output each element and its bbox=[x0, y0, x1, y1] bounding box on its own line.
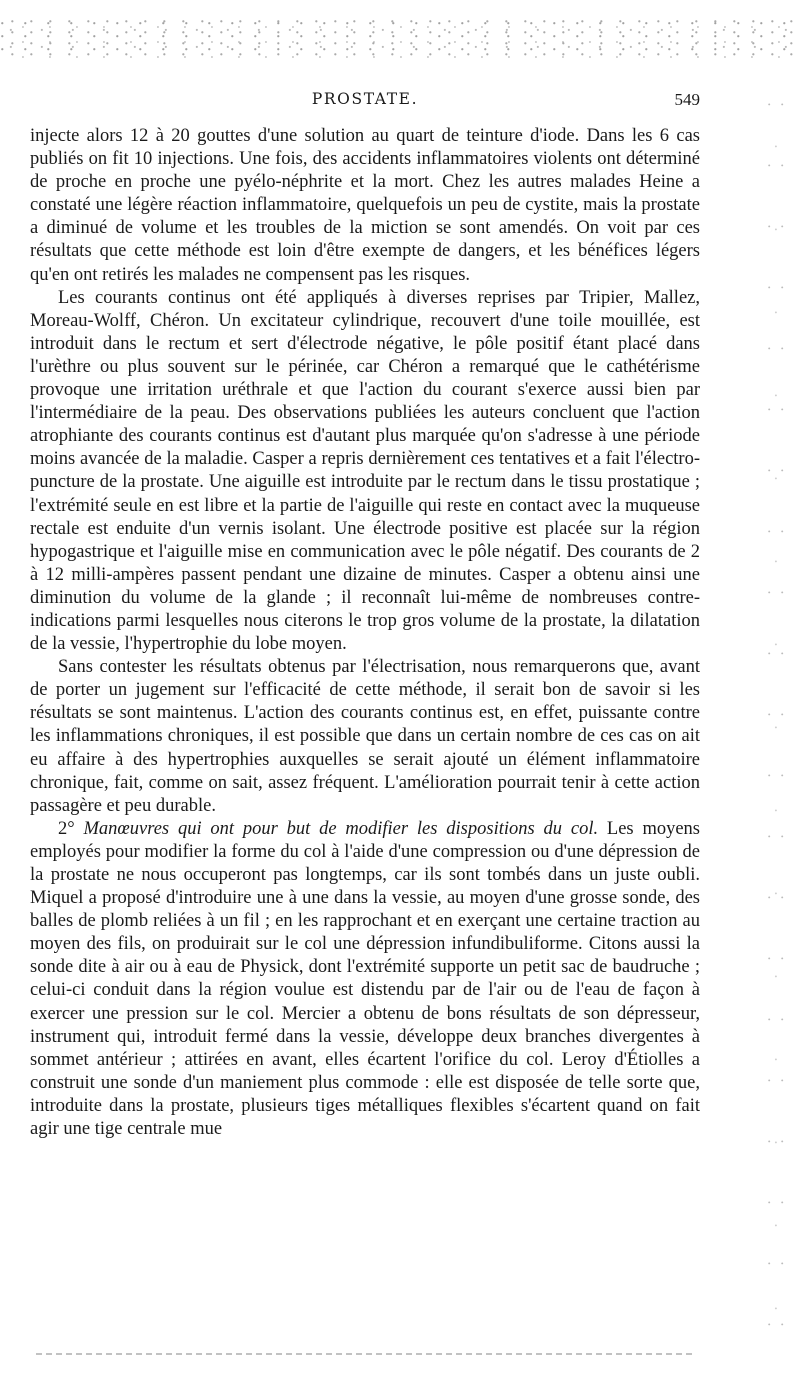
paragraph-continuation: injecte alors 12 à 20 gouttes d'une solution au quart de teinture d'iode. Dans les 6 cas publiés on fit 10 injections. Une fois, des accidents inflammatoires violents ont déterminé de proche en proche une pyélo-néphrite et la mort. Chez les autres malades Heine a constaté une légère réaction inflammatoire, quelquefois un peu de cystite, mais la prostate a diminué de volume et les troubles de la miction se sont amendés. On voit par ces résultats que cette méthode est loin d'être exempte de dangers, et les bénéfices légers qu'en ont retirés les malades ne compensent pas les risques. bbox=[30, 126, 700, 285]
section-heading: Manœuvres qui ont pour but de modifier les dispositions du col. bbox=[83, 818, 599, 839]
right-margin-speckle bbox=[764, 80, 790, 1340]
paragraph-electrisation: Sans contester les résultats obtenus par l'électrisation, nous remarquerons que, avant de porter un jugement sur l'efficacité de cette méthode, il serait bon de savoir si les résultats se sont maintenus. L'action des courants continus est, en effet, puissante contre les inflammations chroniques, il est possible que dans un certain nombre de ces cas on ait eu affaire à des hypertrophies auxquelles se serait ajouté un élément inflammatoire chronique, fait, comme on sait, assez fréquent. L'amélioration pourrait tenir à cette action passagère et peu durable. bbox=[30, 657, 700, 816]
body-text bbox=[30, 125, 700, 1141]
section-text: Les moyens employés pour modifier la forme du col à l'aide d'une compression ou d'une dépression de la prostate ne nous occuperont pas longtemps, car ils sont tombés dans un juste oubli. Miquel a proposé d'introduire une à une dans la vessie, au moyen d'une grosse sonde, des balles de plomb reliées à un fil ; en les rapprochant et en exerçant une certaine traction au moyen des fils, on produirait sur le col une dépression infundibuliforme. Citons aussi la sonde dite à air ou à eau de Physick, dont l'extrémité supporte un petit sac de baudruche ; celui-ci conduit dans la région voulue est distendu par de l'air ou de l'eau de façon à exercer une pression sur le col. Mercier a obtenu de bons résultats de son dépresseur, instrument qui, introduit fermé dans la vessie, développe deux branches divergentes à sommet antérieur ; attirées en avant, elles écartent l'orifice du col. Leroy d'Étiolles a construit une sonde d'un maniement plus commode : elle est disposée de telle sorte que, introduite dans la prostate, plusieurs tiges métalliques flexibles s'écartent quand on fait agir une tige centrale mue bbox=[30, 818, 701, 1140]
top-margin-speckle bbox=[0, 18, 800, 58]
bottom-rule bbox=[36, 1353, 692, 1355]
paragraph-currents: Les courants continus ont été appliqués à diverses reprises par Tripier, Mallez, Moreau-Wolff, Chéron. Un excitateur cylindrique, recouvert d'une toile mouillée, est introduit dans le rectum et sert d'électrode négative, le pôle positif étant placé dans l'urèthre ou plus souvent sur le périnée, car Chéron a remarqué que le cathétérisme provoque une irritation uréthrale et que l'action du courant s'exerce aussi bien par l'intermédiaire de la peau. Des observations publiées les auteurs concluent que l'action atrophiante des courants continus est d'autant plus marquée qu'on s'adresse à une période moins avancée de la maladie. Casper a repris dernièrement ces tentatives et a fait l'électro-puncture de la prostate. Une aiguille est introduite par le rectum dans le tissu prostatique ; l'extrémité seule en est libre et la partie de l'aiguille qui reste en contact avec la muqueuse rectale est enduite d'un vernis isolant. Une électrode positive est placée sur la région hypogastrique et l'aiguille mise en communication avec le pôle négatif. Des courants de 2 à 12 milli-ampères passent pendant une dizaine de minutes. Casper a obtenu ainsi une diminution du volume de la glande ; il reconnaît lui-même de nombreuses contre-indications parmi lesquelles nous citerons le trop gros volume de la prostate, la dilatation de la vessie, l'hypertrophie du lobe moyen. bbox=[30, 287, 700, 655]
running-head bbox=[30, 90, 700, 116]
section-numeral: 2° bbox=[58, 818, 75, 839]
paragraph-manoeuvres bbox=[30, 818, 700, 1141]
page-number: 549 bbox=[674, 90, 700, 109]
running-title: PROSTATE. bbox=[311, 90, 419, 108]
